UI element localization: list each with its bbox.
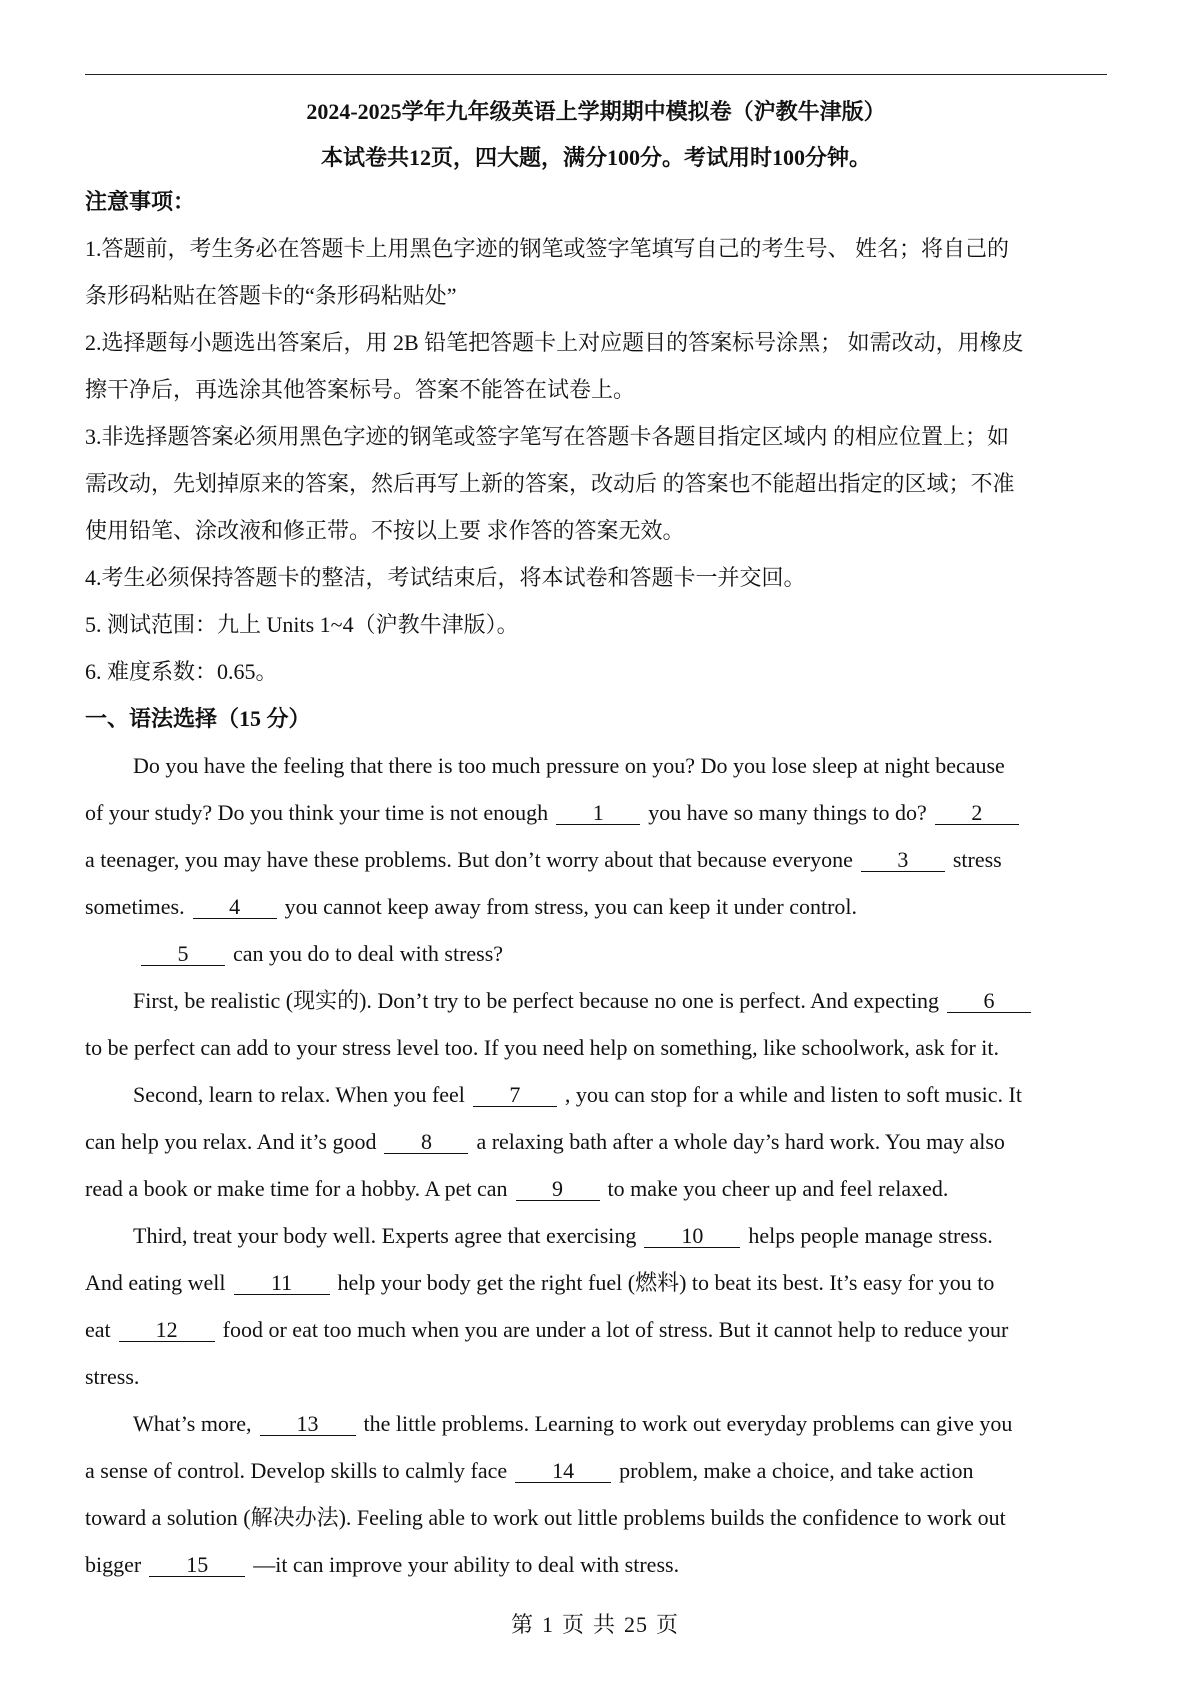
passage-line bbox=[85, 1175, 1110, 1222]
section-heading: 一、语法选择（15 分） bbox=[85, 706, 311, 731]
answer-blank-5[interactable]: 5 bbox=[141, 943, 225, 966]
passage-text: problem, make a choice, and take action bbox=[619, 1458, 974, 1483]
answer-blank-15[interactable]: 15 bbox=[149, 1554, 245, 1577]
passage-text: help your body get the right fuel (燃料) to beat its best. It’s easy for you to bbox=[337, 1270, 995, 1295]
passage-text: a sense of control. Develop skills to calmly face bbox=[85, 1458, 508, 1483]
passage-text: What’s more, bbox=[133, 1411, 252, 1436]
footer-page-number: 1 bbox=[541, 1612, 554, 1637]
passage-text: stress bbox=[952, 847, 1002, 872]
passage-line bbox=[85, 1504, 1110, 1551]
passage-line bbox=[85, 1316, 1110, 1363]
notes-line: 条形码粘贴在答题卡的“条形码粘贴处” bbox=[85, 283, 457, 308]
passage-text: of your study? Do you think your time is not enough bbox=[85, 800, 549, 825]
passage-text: to be perfect can add to your stress level too. If you need help on something, like schoolwork, ask for it. bbox=[85, 1035, 999, 1060]
notes-line: 3.非选择题答案必须用黑色字迹的钢笔或签字笔写在答题卡各题目指定区域内 的相应位置上；如 bbox=[85, 424, 1010, 449]
notes-heading: 注意事项： bbox=[85, 189, 196, 214]
answer-blank-7[interactable]: 7 bbox=[473, 1084, 557, 1107]
passage-text: you have so many things to do? bbox=[648, 800, 927, 825]
passage-line bbox=[85, 1457, 1110, 1504]
notes-line: 4.考生必须保持答题卡的整洁，考试结束后，将本试卷和答题卡一并交回。 bbox=[85, 565, 806, 590]
passage-text: Second, learn to relax. When you feel bbox=[133, 1082, 465, 1107]
answer-blank-2[interactable]: 2 bbox=[935, 802, 1019, 825]
exam-body bbox=[85, 188, 1110, 1598]
passage-text: , you can stop for a while and listen to soft music. It bbox=[564, 1082, 1022, 1107]
footer-label-total: 共 bbox=[593, 1612, 617, 1637]
notes-line: 5. 测试范围：九上 Units 1~4（沪教牛津版）。 bbox=[85, 612, 519, 637]
passage bbox=[85, 752, 1110, 1598]
passage-text: And eating well bbox=[85, 1270, 226, 1295]
passage-text: can you do to deal with stress? bbox=[233, 941, 504, 966]
passage-text: the little problems. Learning to work out everyday problems can give you bbox=[363, 1411, 1013, 1436]
passage-line bbox=[85, 1551, 1110, 1598]
passage-text: food or eat too much when you are under a lot of stress. But it cannot help to reduce your bbox=[222, 1317, 1009, 1342]
answer-blank-6[interactable]: 6 bbox=[947, 990, 1031, 1013]
passage-line bbox=[85, 752, 1110, 799]
answer-blank-14[interactable]: 14 bbox=[515, 1460, 611, 1483]
passage-text: Third, treat your body well. Experts agree that exercising bbox=[133, 1223, 637, 1248]
passage-line bbox=[85, 987, 1110, 1034]
passage-text: First, be realistic (现实的). Don’t try to be perfect because no one is perfect. And expecting bbox=[133, 988, 940, 1013]
passage-text: bigger bbox=[85, 1552, 142, 1577]
passage-line bbox=[85, 940, 1110, 987]
answer-blank-11[interactable]: 11 bbox=[234, 1272, 330, 1295]
passage-line bbox=[85, 1363, 1110, 1410]
exam-subtitle: 本试卷共12页，四大题，满分100分。考试用时100分钟。 bbox=[320, 145, 871, 170]
notes-line: 擦干净后，再选涂其他答案标号。答案不能答在试卷上。 bbox=[85, 377, 636, 402]
passage-text: Do you have the feeling that there is too much pressure on you? Do you lose sleep at night because bbox=[133, 753, 1005, 778]
passage-text: eat bbox=[85, 1317, 111, 1342]
passage-text: sometimes. bbox=[85, 894, 185, 919]
passage-text: toward a solution (解决办法). Feeling able to work out little problems builds the confidence to work out bbox=[85, 1505, 1006, 1530]
passage-text: —it can improve your ability to deal with stress. bbox=[253, 1552, 680, 1577]
header-rule bbox=[85, 74, 1107, 75]
passage-line bbox=[85, 1410, 1110, 1457]
answer-blank-4[interactable]: 4 bbox=[193, 896, 277, 919]
page-footer bbox=[0, 1608, 1190, 1639]
notes-line: 2.选择题每小题选出答案后，用 2B 铅笔把答题卡上对应题目的答案标号涂黑； 如需改动，用橡皮 bbox=[85, 330, 1024, 355]
passage-line bbox=[85, 846, 1110, 893]
passage-text: you cannot keep away from stress, you can keep it under control. bbox=[284, 894, 858, 919]
passage-line bbox=[85, 1222, 1110, 1269]
notes-line: 使用铅笔、涂改液和修正带。不按以上要 求作答的答案无效。 bbox=[85, 518, 685, 543]
passage-text: a teenager, you may have these problems. But don’t worry about that because everyone bbox=[85, 847, 853, 872]
passage-line bbox=[85, 1269, 1110, 1316]
notes-line: 6. 难度系数：0.65。 bbox=[85, 659, 278, 684]
passage-line bbox=[85, 1081, 1110, 1128]
footer-label-end: 页 bbox=[656, 1612, 680, 1637]
passage-text: read a book or make time for a hobby. A pet can bbox=[85, 1176, 508, 1201]
answer-blank-3[interactable]: 3 bbox=[861, 849, 945, 872]
passage-line bbox=[85, 893, 1110, 940]
answer-blank-1[interactable]: 1 bbox=[556, 802, 640, 825]
notes-line: 1.答题前，考生务必在答题卡上用黑色字迹的钢笔或签字笔填写自己的考生号、 姓名；将自己的 bbox=[85, 236, 1010, 261]
passage-text: stress. bbox=[85, 1364, 140, 1389]
passage-line bbox=[85, 1034, 1110, 1081]
passage-line bbox=[85, 1128, 1110, 1175]
answer-blank-10[interactable]: 10 bbox=[644, 1225, 740, 1248]
passage-line bbox=[85, 799, 1110, 846]
answer-blank-9[interactable]: 9 bbox=[516, 1178, 600, 1201]
passage-text: to make you cheer up and feel relaxed. bbox=[607, 1176, 949, 1201]
passage-text: a relaxing bath after a whole day’s hard work. You may also bbox=[476, 1129, 1005, 1154]
exam-title: 2024-2025学年九年级英语上学期期中模拟卷（沪教牛津版） bbox=[306, 99, 886, 124]
notes-line: 需改动，先划掉原来的答案，然后再写上新的答案，改动后 的答案也不能超出指定的区域；不准 bbox=[85, 471, 1015, 496]
answer-blank-8[interactable]: 8 bbox=[384, 1131, 468, 1154]
answer-blank-13[interactable]: 13 bbox=[260, 1413, 356, 1436]
answer-blank-12[interactable]: 12 bbox=[119, 1319, 215, 1342]
footer-label-page: 第 bbox=[510, 1612, 534, 1637]
passage-text: can help you relax. And it’s good bbox=[85, 1129, 377, 1154]
passage-text: helps people manage stress. bbox=[748, 1223, 993, 1248]
footer-label-unit: 页 bbox=[561, 1612, 585, 1637]
footer-total-pages: 25 bbox=[624, 1612, 649, 1637]
